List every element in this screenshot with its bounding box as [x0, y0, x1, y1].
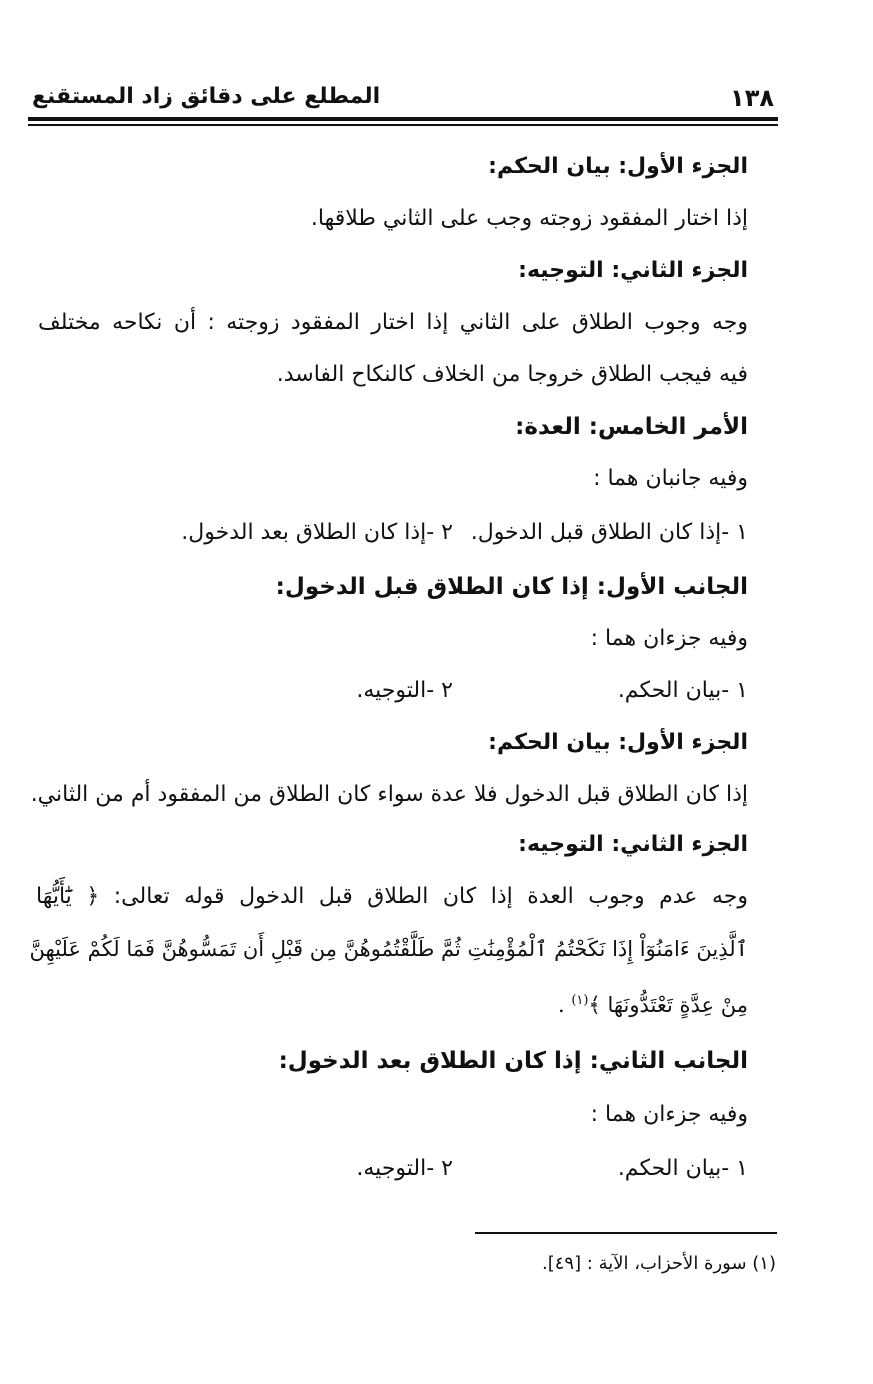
header-rule-thick [28, 117, 778, 121]
list-item: ٢ -التوجيه. [356, 1156, 453, 1181]
list-item: ١ -إذا كان الطلاق قبل الدخول. [470, 520, 748, 545]
body-text: وفيه جزءان هما : [590, 626, 748, 651]
body-text: فيه فيجب الطلاق خروجا من الخلاف كالنكاح الفاسد. [276, 362, 748, 387]
footnote-separator [475, 1232, 777, 1234]
list-item: ٢ -التوجيه. [356, 678, 453, 703]
book-title: المطلع على دقائق زاد المستقنع [32, 84, 381, 109]
body-text: وجه عدم وجوب العدة إذا كان الطلاق قبل الدخول قوله تعالى: ﴿ يَٰٓأَيُّهَا [36, 884, 748, 909]
body-text: وفيه جزءان هما : [590, 1102, 748, 1127]
header-rule-thin [28, 124, 778, 126]
section-heading: الجزء الأول: بيان الحكم: [488, 730, 748, 755]
section-heading: الأمر الخامس: العدة: [515, 414, 748, 440]
footnote-marker: (١) [571, 993, 589, 1008]
quran-verse: ٱلَّذِينَ ءَامَنُوٓاْ إِذَا نَكَحْتُمُ ٱلْمُؤْمِنَٰتِ ثُمَّ طَلَّقْتُمُوهُنَّ مِن قَبْلِ أَن تَمَسُّوهُنَّ فَمَا لَكُمْ عَلَيْهِنَّ [29, 937, 748, 961]
quran-verse-end [558, 986, 748, 1020]
section-heading: الجزء الثاني: التوجيه: [518, 258, 748, 283]
list-item: ٢ -إذا كان الطلاق بعد الدخول. [181, 520, 453, 545]
footnote: (١) سورة الأحزاب، الآية : [٤٩]. [541, 1253, 776, 1274]
quran-verse-text: مِنْ عِدَّةٍ تَعْتَدُّونَهَا ﴾ [588, 993, 748, 1017]
sentence-end: . [557, 993, 572, 1017]
list-item: ١ -بيان الحكم. [617, 1156, 748, 1181]
page-number: ١٣٨ [730, 84, 774, 112]
section-heading: الجزء الثاني: التوجيه: [518, 832, 748, 857]
body-text: إذا اختار المفقود زوجته وجب على الثاني طلاقها. [310, 206, 748, 231]
body-text: وجه وجوب الطلاق على الثاني إذا اختار المفقود زوجته : أن نكاحه مختلف [38, 310, 748, 335]
body-text: وفيه جانبان هما : [593, 466, 748, 491]
section-heading: الجزء الأول: بيان الحكم: [488, 154, 748, 179]
section-heading: الجانب الأول: إذا كان الطلاق قبل الدخول: [275, 574, 748, 600]
body-text: إذا كان الطلاق قبل الدخول فلا عدة سواء كان الطلاق من المفقود أم من الثاني. [30, 782, 748, 807]
list-item: ١ -بيان الحكم. [617, 678, 748, 703]
section-heading: الجانب الثاني: إذا كان الطلاق بعد الدخول: [278, 1048, 748, 1074]
running-header [28, 80, 778, 120]
